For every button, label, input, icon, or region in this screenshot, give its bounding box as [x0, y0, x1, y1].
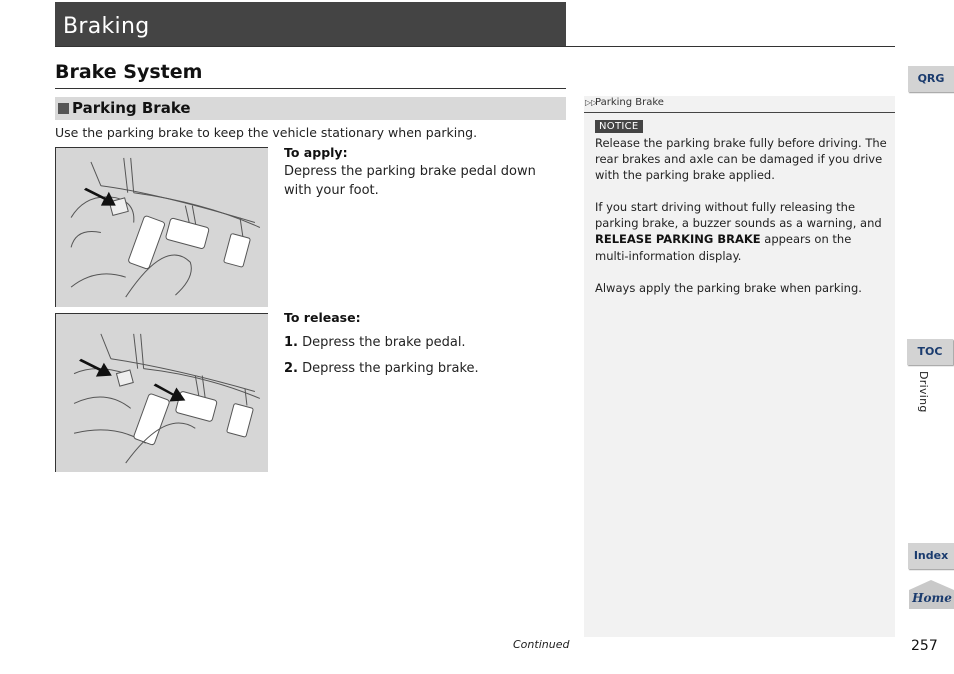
section-divider	[55, 88, 566, 89]
step-number: 2.	[284, 361, 298, 376]
section-title: Brake System	[55, 61, 203, 83]
chapter-header-bar	[55, 2, 566, 46]
chapter-title: Braking	[63, 14, 150, 39]
apply-label: To apply:	[284, 145, 348, 160]
page-number: 257	[911, 638, 938, 654]
parking-brake-apply-drawing	[56, 148, 268, 307]
toc-tab[interactable]: TOC	[907, 339, 953, 365]
release-parking-brake-message: RELEASE PARKING BRAKE	[595, 232, 761, 247]
apply-instructions: Depress the parking brake pedal down with your foot.	[284, 164, 536, 198]
cross-reference-icon: ▷▷	[585, 98, 598, 107]
buzzer-warning-text: If you start driving without fully releasing the parking brake, a buzzer sounds as a warning, and RELEASE PARKING BRAKE appears on the multi-information display.	[595, 200, 882, 263]
release-illustration	[55, 313, 268, 472]
notice-badge: NOTICE	[595, 120, 643, 133]
chapter-label[interactable]: Driving	[917, 371, 930, 413]
qrg-tab[interactable]: QRG	[908, 66, 954, 92]
home-icon	[909, 579, 954, 609]
side-note-title: Parking Brake	[595, 97, 664, 108]
release-step-1	[284, 335, 466, 350]
parking-brake-release-drawing	[56, 314, 268, 472]
notice-text: Release the parking brake fully before driving. The rear brakes and axle can be damaged if you drive with the parking brake applied.	[595, 136, 887, 183]
header-divider	[55, 46, 895, 47]
step-number: 1.	[284, 335, 298, 350]
apply-illustration	[55, 147, 268, 307]
home-label: Home	[912, 591, 952, 605]
release-step-2	[284, 361, 479, 376]
step-text: Depress the parking brake.	[302, 361, 479, 376]
step-text: Depress the brake pedal.	[302, 335, 466, 350]
subsection-title: Parking Brake	[72, 99, 191, 117]
release-label: To release:	[284, 310, 361, 325]
side-note-panel	[584, 96, 895, 637]
continued-label: Continued	[513, 638, 570, 651]
intro-text: Use the parking brake to keep the vehicle stationary when parking.	[55, 125, 478, 140]
subsection-header	[55, 97, 566, 120]
square-bullet-icon	[58, 103, 69, 114]
always-apply-text: Always apply the parking brake when parking.	[595, 281, 862, 295]
index-tab[interactable]: Index	[908, 543, 954, 569]
side-note-header	[584, 96, 895, 113]
home-button[interactable]	[909, 579, 954, 609]
